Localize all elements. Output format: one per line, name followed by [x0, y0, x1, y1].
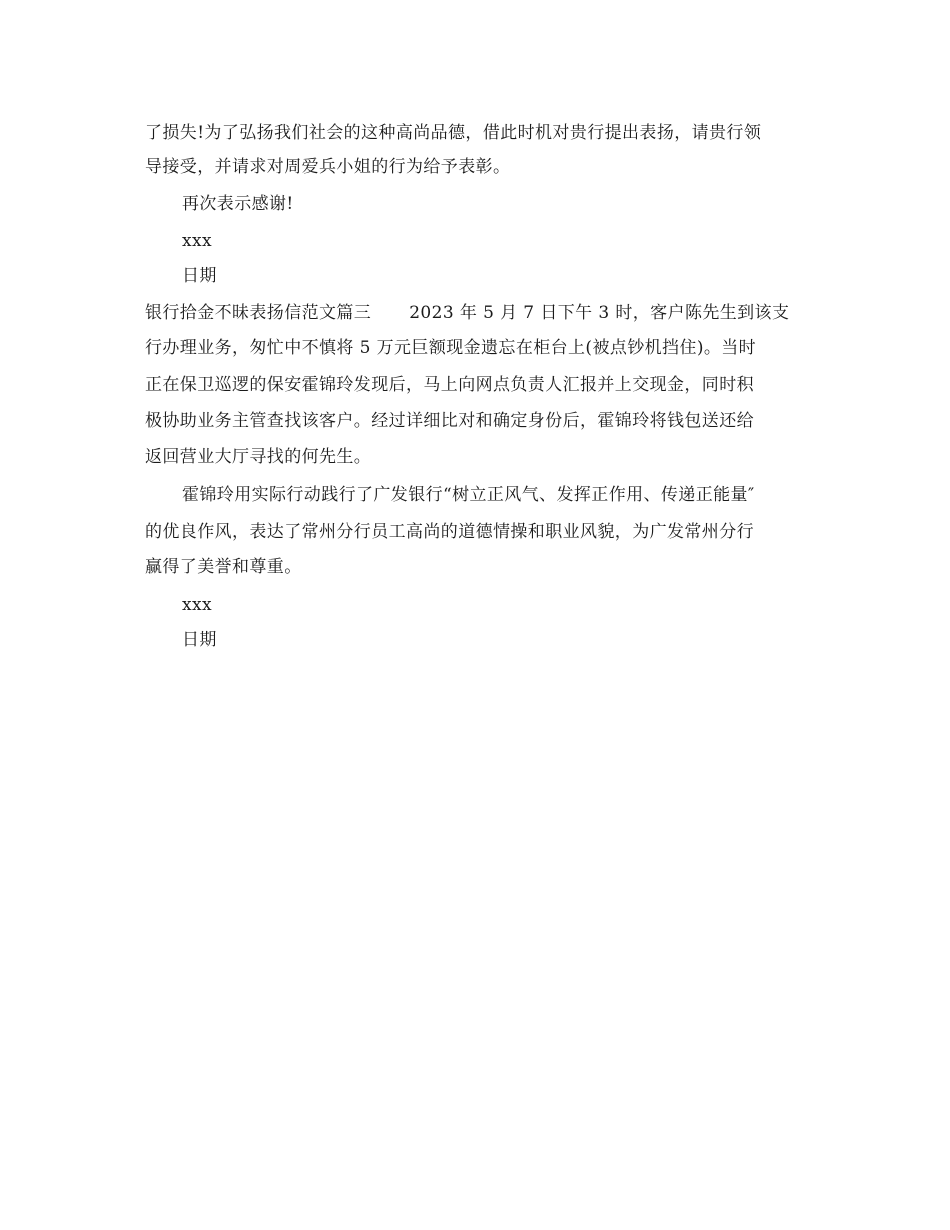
- paragraph-line: 导接受，并请求对周爱兵小姐的行为给予表彰。: [145, 157, 511, 177]
- paragraph-line: 赢得了美誉和尊重。: [145, 557, 302, 577]
- paragraph-text: 2023 年 5 月 7 日下午 3 时，客户陈先生到该支: [409, 303, 790, 323]
- section-title-line: [145, 303, 789, 323]
- paragraph-line: 行办理业务，匆忙中不慎将 5 万元巨额现金遗忘在柜台上(被点钞机挡住)。当时: [145, 338, 757, 358]
- section-title: 银行拾金不昧表扬信范文篇三: [145, 303, 372, 323]
- paragraph-line: 了损失!为了弘扬我们社会的这种高尚品德，借此时机对贵行提出表扬，请贵行领: [145, 123, 762, 143]
- signature: xxx: [182, 231, 212, 251]
- thanks-line: 再次表示感谢!: [182, 194, 294, 214]
- date: 日期: [182, 266, 217, 286]
- signature: xxx: [182, 595, 212, 615]
- paragraph-line: 霍锦玲用实际行动践行了广发银行“树立正风气、发挥正作用、传递正能量″: [182, 485, 755, 505]
- paragraph-line: 返回营业大厅寻找的何先生。: [145, 447, 372, 467]
- paragraph-line: 的优良作风，表达了常州分行员工高尚的道德情操和职业风貌，为广发常州分行: [145, 522, 754, 542]
- date: 日期: [182, 630, 217, 650]
- paragraph-line: 正在保卫巡逻的保安霍锦玲发现后，马上向网点负责人汇报并上交现金，同时积: [145, 375, 754, 395]
- paragraph-line: 极协助业务主管查找该客户。经过详细比对和确定身份后，霍锦玲将钱包送还给: [145, 411, 754, 431]
